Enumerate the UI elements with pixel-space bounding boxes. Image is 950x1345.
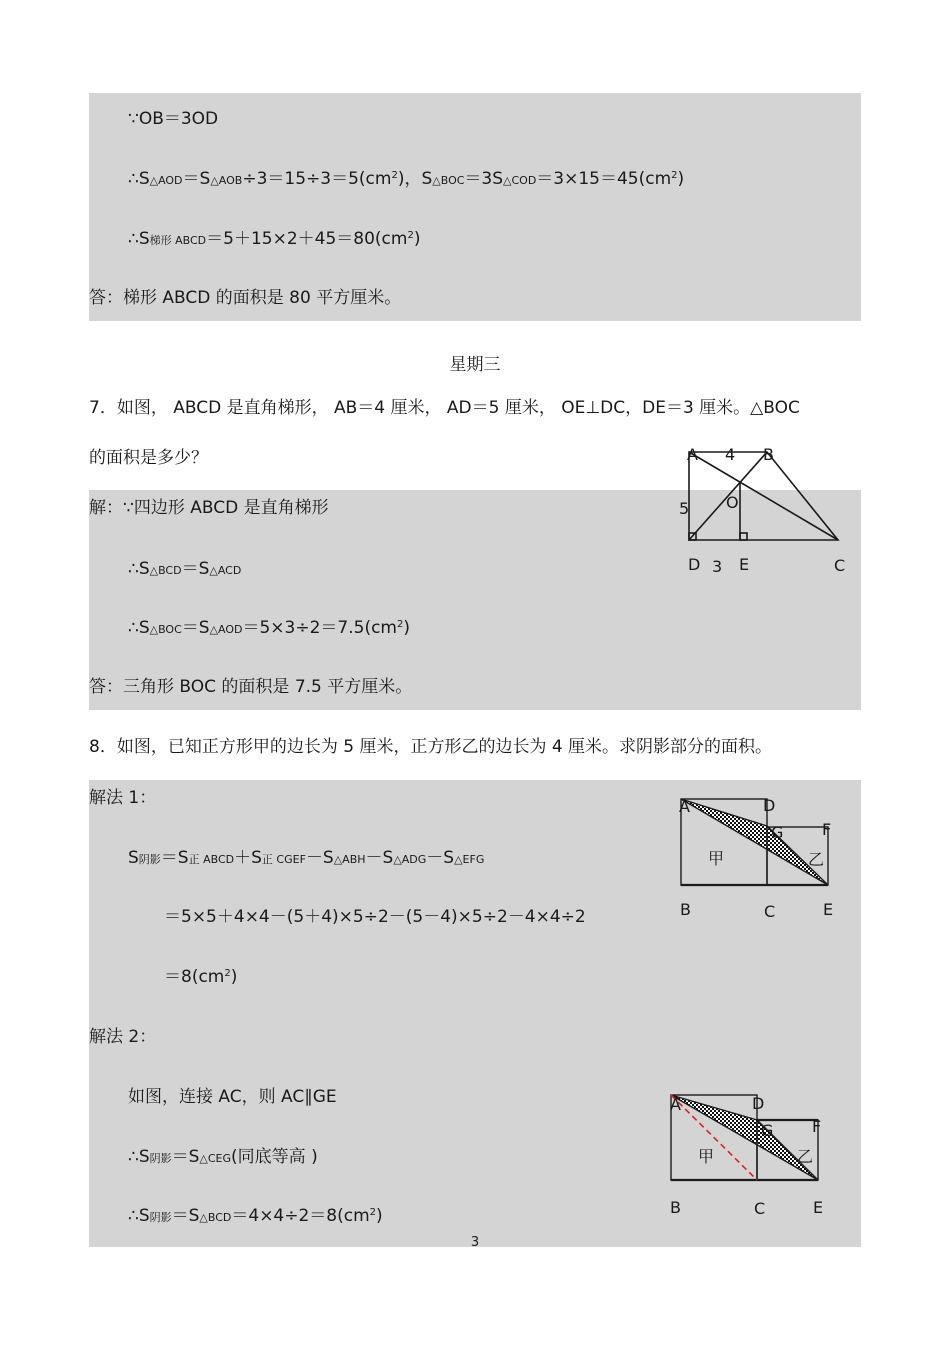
q8-f1-label-d: D bbox=[763, 796, 776, 815]
q7-solution-line2: ∴S△BCD＝S△ACD bbox=[128, 559, 242, 579]
q8-f1-label-g: G bbox=[771, 823, 784, 842]
answer-6: 答：梯形 ABCD 的面积是 80 平方厘米。 bbox=[89, 288, 402, 308]
q8-method1-title: 解法 1： bbox=[89, 788, 157, 808]
q7-solution-line1: 解：∵四边形 ABCD 是直角梯形 bbox=[89, 498, 329, 518]
q7-label-d: D bbox=[688, 555, 701, 574]
q8-method1-line3: $=8(cm^2)$ bbox=[164, 967, 238, 987]
q8-method1-line2: ＝5×5＋4×4－(5＋4)×5÷2－(5－4)×5÷2－4×4÷2 bbox=[164, 907, 586, 927]
q8-f2-label-d: D bbox=[752, 1094, 765, 1113]
q8-f2-label-a: A bbox=[670, 1095, 681, 1114]
q8-f2-label-jia: 甲 bbox=[698, 1147, 715, 1166]
q7-label-de-length: 3 bbox=[712, 557, 723, 576]
shaded-region-1 bbox=[681, 799, 828, 885]
proof-line-areas: $\therefore S\triangle AOD=S\triangle AOB\div 3=15\div 3=5(cm^2)$，$S\triangle BOC=3S\triangle COD=3\times 15=45(cm^2)$ bbox=[128, 169, 685, 189]
q8-f1-label-e: E bbox=[823, 900, 834, 919]
question-7-line1: 7．如图， ABCD 是直角梯形， AB＝4 厘米， AD＝5 厘米， OE⊥DC，DE＝3 厘米。△BOC bbox=[89, 398, 800, 418]
q8-method2-title: 解法 2： bbox=[89, 1027, 157, 1047]
q8-f1-label-f: F bbox=[822, 820, 832, 839]
q8-f2-label-f: F bbox=[812, 1117, 822, 1136]
question-8: 8．如图，已知正方形甲的边长为 5 厘米，正方形乙的边长为 4 厘米。求阴影部分的面积。 bbox=[89, 737, 773, 757]
q7-label-e: E bbox=[739, 555, 750, 574]
q8-method2-line2: ∴S阴影＝S△CEG(同底等高 ) bbox=[128, 1147, 318, 1167]
q8-f2-label-c: C bbox=[754, 1199, 766, 1218]
q7-label-a: A bbox=[687, 445, 698, 464]
q7-trapezoid-figure bbox=[689, 452, 838, 540]
q7-label-ab-length: 4 bbox=[725, 445, 736, 464]
right-angle-e bbox=[740, 533, 747, 540]
question-7-line2: 的面积是多少？ bbox=[89, 448, 208, 468]
q8-f1-label-yi: 乙 bbox=[808, 850, 825, 869]
q8-f2-label-e: E bbox=[813, 1198, 824, 1217]
q7-solution-line3: $\therefore S\triangle BOC=S\triangle AOD=5\times 3\div 2=7.5(cm^2)$ bbox=[128, 618, 411, 638]
q7-label-b: B bbox=[763, 445, 774, 464]
diagonal-ac bbox=[689, 452, 838, 540]
q8-f2-label-yi: 乙 bbox=[797, 1147, 814, 1166]
q8-f2-label-b: B bbox=[670, 1198, 681, 1217]
answer-7: 答：三角形 BOC 的面积是 7.5 平方厘米。 bbox=[89, 677, 413, 697]
q7-label-ad-length: 5 bbox=[679, 499, 690, 518]
page-number: 3 bbox=[470, 1235, 480, 1250]
q8-method2-line3: ∴S阴影$=S\triangle BCD=4\times 4\div 2=8(cm^2)$ bbox=[128, 1206, 383, 1226]
section-title: 星期三 bbox=[449, 355, 501, 375]
q7-label-o: O bbox=[726, 493, 739, 512]
q8-f1-label-b: B bbox=[680, 900, 691, 919]
q8-figure-1 bbox=[681, 799, 828, 885]
q8-method1-line1: S阴影＝S正 ABCD＋S正 CGEF－S△ABH－S△ADG－S△EFG bbox=[128, 848, 485, 868]
proof-line-trapezoid: ∴S梯形 $ABCD=5+15\times 2+45=80(cm^2)$ bbox=[128, 229, 421, 249]
q7-label-c: C bbox=[834, 556, 846, 575]
q8-f1-label-a: A bbox=[679, 797, 690, 816]
q8-f1-label-c: C bbox=[764, 902, 776, 921]
q8-f2-label-g: G bbox=[761, 1121, 774, 1140]
q8-figure-2 bbox=[671, 1095, 818, 1180]
q8-method2-line1: 如图，连接 AC，则 AC∥GE bbox=[128, 1087, 337, 1107]
proof-line-ob: ∵OB＝3OD bbox=[128, 109, 219, 129]
q8-f1-label-jia: 甲 bbox=[708, 849, 725, 868]
